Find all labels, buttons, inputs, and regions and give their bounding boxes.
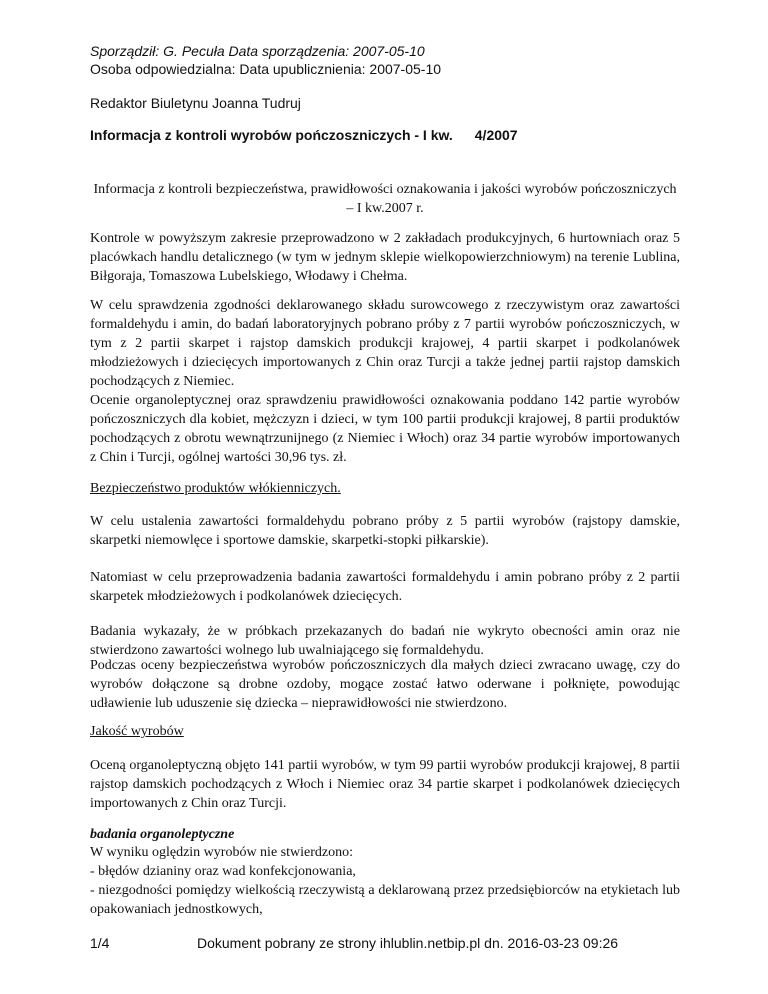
paragraph-formaldehyde: W celu ustalenia zawartości formaldehydu pobrano próby z 5 partii wyrobów (rajstopy damskie, skarpetki niemowlęce i sportowe damskie, skarpetki-stopki piłkarskie). bbox=[90, 514, 680, 548]
paragraph-quality: Oceną organoleptyczną objęto 141 partii wyrobów, w tym 99 partii wyrobów produkcji krajowej, 8 partii rajstop damskich pochodzących z Włoch i Niemiec oraz 34 partie skarpet i podkolanówek dziecięcych importowanych z Chin oraz Turcji. bbox=[90, 758, 680, 811]
paragraph-samples: W celu sprawdzenia zgodności deklarowanego składu surowcowego z rzeczywistym oraz zawartości formaldehydu i amin, do badań laboratoryjnych pobrano próby z 7 partii wyrobów pończoszniczych, w tym z 2 partii skarpet i rajstop damskich produkcji krajowej, 4 partii skarpet i podkolanówek młodzieżowych i dziecięcych importowanych z Chin oraz Turcji a także jednej partii rajstop damskich pochodzących z Niemiec. bbox=[90, 298, 680, 389]
list-item: - błędów dzianiny oraz wad konfekcjonowania, bbox=[90, 864, 356, 879]
intro-paragraph: Informacja z kontroli bezpieczeństwa, prawidłowości oznakowania i jakości wyrobów pończoszniczych – I kw.2007 r. bbox=[93, 182, 677, 216]
page-number: 1/4 bbox=[90, 935, 110, 951]
list-item: - niezgodności pomiędzy wielkością rzeczywistą a deklarowaną przez przedsiębiorców na etykietach lub opakowaniach jednostkowych, bbox=[90, 883, 680, 917]
section-heading-quality: Jakość wyrobów bbox=[90, 724, 184, 739]
source-note: Dokument pobrany ze strony ihlublin.netbip.pl dn. 2016-03-23 09:26 bbox=[197, 935, 619, 951]
prepared-by-line: Sporządził: G. Pecuła Data sporządzenia: 2007-05-10 bbox=[90, 43, 425, 59]
document-title-number: 4/2007 bbox=[474, 127, 518, 143]
subsection-heading-organoleptic: badania organoleptyczne bbox=[90, 827, 235, 842]
editor-line: Redaktor Biuletynu Joanna Tudruj bbox=[90, 95, 301, 111]
section-heading-safety: Bezpieczeństwo produktów włókienniczych. bbox=[90, 481, 341, 496]
findings-intro: W wyniku oględzin wyrobów nie stwierdzono: bbox=[90, 845, 353, 860]
paragraph-inspections: Kontrole w powyższym zakresie przeprowadzono w 2 zakładach produkcyjnych, 6 hurtowniach oraz 5 placówkach handlu detalicznego (w tym w jednym sklepie wielkopowierzchniowym) na terenie Lublina, Biłgoraja, Tomaszowa Lubelskiego, Włodawy i Chełma. bbox=[90, 231, 680, 284]
organoleptic-findings bbox=[90, 843, 680, 919]
document-title-text: Informacja z kontroli wyrobów pończoszniczych - I kw. bbox=[90, 127, 453, 143]
paragraph-child-safety: Podczas oceny bezpieczeństwa wyrobów pończoszniczych dla małych dzieci zwracano uwagę, czy do wyrobów dołączone są drobne ozdoby, mogące zostać łatwo oderwane i połknięte, powodując udławienie lub uduszenie się dziecka – nieprawidłowości nie stwierdzono. bbox=[90, 658, 680, 711]
paragraph-amines: Natomiast w celu przeprowadzenia badania zawartości formaldehydu i amin pobrano próby z 2 partii skarpetek młodzieżowych i podkolanówek dziecięcych. bbox=[90, 570, 680, 604]
paragraph-results: Badania wykazały, że w próbkach przekazanych do badań nie wykryto obecności amin oraz nie stwierdzono zawartości wolnego lub uwalniającego się formaldehydu. bbox=[90, 624, 680, 658]
responsible-person-line: Osoba odpowiedzialna: Data upublicznienia: 2007-05-10 bbox=[90, 61, 442, 77]
paragraph-organoleptic-scope: Ocenie organoleptycznej oraz sprawdzeniu prawidłowości oznakowania poddano 142 partie wyrobów pończoszniczych dla kobiet, mężczyzn i dzieci, w tym 100 partii produkcji krajowej, 8 partii produktów pochodzących z obrotu wewnątrzunijnego (z Niemiec i Włoch) oraz 34 partie wyrobów importowanych z Chin i Turcji, ogólnej wartości 30,96 tys. zł. bbox=[90, 393, 680, 465]
document-title bbox=[90, 127, 518, 143]
